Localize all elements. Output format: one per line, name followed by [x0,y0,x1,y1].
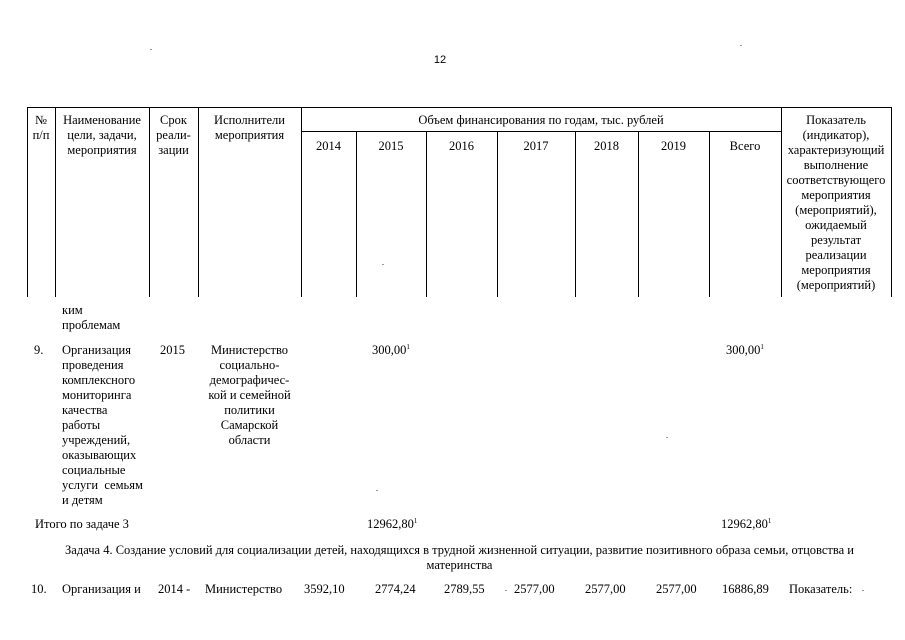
row10-2018: 2577,00 [585,582,626,596]
header-period: Срок реали- зации [156,113,191,157]
header-num: № п/п [32,113,50,142]
continuation-text: ким проблемам [62,303,121,332]
row10-period: 2014 - [158,582,191,596]
header-year-2019: 2019 [661,139,686,153]
row10-2017: 2577,00 [514,582,555,596]
header-year-2017: 2017 [523,139,549,153]
row9-num: 9. [34,343,44,357]
task4-heading: Задача 4. Создание условий для социализации детей, находящихся в трудной жизненной ситуации, развитие позитивного образа семьи, отцовства и материнства [65,543,854,572]
header-year-2015: 2015 [378,139,404,153]
page-number: 12 [433,54,447,66]
row9-2015: 300,00$^1$ [372,342,410,357]
row10-2016: 2789,55 [444,582,485,596]
header-executors: Исполнители мероприятия [214,113,285,142]
row10-num: 10. [31,582,47,596]
row10-name: Организация и [62,582,141,596]
header-year-2014: 2014 [316,139,341,153]
header-indicator: Показатель (индикатор), характеризующий выполнение соответствующего мероприятия (мероприятий), ожидаемый результат реализации мероприятия (мероприятий) [786,113,886,292]
row10-executor: Министерство [205,582,283,596]
header-year-2018: 2018 [594,139,619,153]
row10-total: 16886,89 [722,582,769,596]
row9-total: 300,00$^1$ [726,342,764,357]
row10-2014: 3592,10 [304,582,345,596]
subtotal3-label: Итого по задаче 3 [35,517,129,531]
header-funding: Объем финансирования по годам, тыс. рублей [418,113,664,127]
row9-period: 2015 [160,343,185,357]
subtotal3-2015: 12962,80$^1$ [367,516,418,531]
row9-executor: Министерство социально- демографичес- кой и семейной политики Самарской области [208,343,291,447]
header-year-2016: 2016 [449,139,474,153]
header-total: Всего [729,139,761,153]
row10-2019: 2577,00 [656,582,697,596]
row10-2015: 2774,24 [375,582,416,596]
row10-indicator: Показатель: [789,582,853,596]
row9-name: Организация проведения комплексного мониторинга качества работы учреждений, оказывающих социальные услуги семьям и детям [62,343,143,507]
subtotal3-total: 12962,80$^1$ [721,516,772,531]
header-name: Наименование цели, задачи, мероприятия [63,113,141,157]
